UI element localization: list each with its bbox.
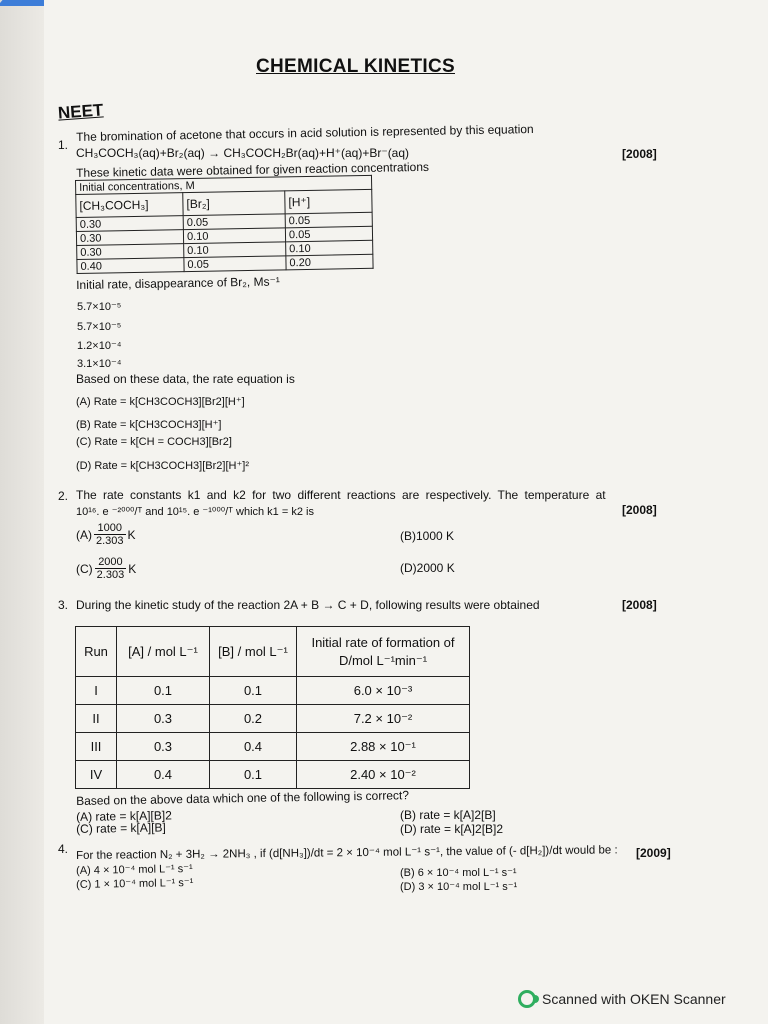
page-edge	[0, 0, 44, 1024]
q3-cell: 2.88 × 10⁻¹	[297, 733, 470, 761]
q1-table-caption: Initial concentrations, M	[76, 175, 372, 194]
q1-cell: 0.05	[183, 214, 285, 230]
q2-line2: 10¹⁶. e ⁻²⁰⁰⁰/ᵀ and 10¹⁵. e ⁻¹⁰⁰⁰/ᵀ which k1 = k2 is	[76, 506, 314, 518]
q3-cell: 0.1	[117, 677, 210, 705]
q2-option-b: (B)1000 K	[400, 529, 455, 543]
q2-c-numerator: 2000	[95, 556, 127, 569]
q1-equation: CH₃COCH₃(aq)+Br₂(aq) → CH₃COCH₂Br(aq)+H⁺(aq)+Br⁻(aq)	[76, 146, 410, 160]
q1-header-cell: [CH₃COCH₃]	[76, 193, 183, 218]
q3-cell: 0.3	[117, 705, 210, 733]
q1-cell: 0.30	[77, 244, 184, 260]
q3-cell: 7.2 × 10⁻²	[297, 705, 470, 733]
q3-cell: 0.2	[210, 705, 297, 733]
q1-cell: 0.10	[183, 228, 285, 244]
q3-cell: 0.1	[210, 677, 297, 705]
q3-header-cell: Run	[76, 627, 117, 677]
q4-year: [2009]	[636, 846, 671, 860]
q1-cell: 0.10	[184, 242, 286, 258]
q1-cell: 0.05	[285, 226, 372, 242]
q3-year: [2008]	[622, 598, 657, 612]
q2-c-denominator: 2.303	[96, 569, 125, 581]
q3-cell: IV	[76, 761, 117, 789]
q2-option-c-label: (C)	[76, 561, 93, 576]
q1-option-b: (B) Rate = k[CH3COCH3][H⁺]	[76, 419, 222, 431]
q2-option-c-unit: K	[128, 561, 137, 576]
q2-a-denominator: 2.303	[96, 535, 124, 547]
section-heading: NEET	[57, 100, 104, 123]
table-row	[76, 677, 470, 705]
q4-option-d: (D) 3 × 10⁻⁴ mol L⁻¹ s⁻¹	[400, 881, 518, 893]
q3-option-d: (D) rate = k[A]2[B]2	[400, 822, 504, 836]
q1-cell: 0.05	[285, 212, 372, 228]
table-row	[76, 733, 470, 761]
q1-intro: These kinetic data were obtained for given reaction concentrations	[76, 159, 430, 180]
q3-option-b: (B) rate = k[A]2[B]	[400, 808, 496, 822]
q2-option-c-fraction	[95, 556, 127, 581]
q3-prompt: Based on the above data which one of the following is correct?	[76, 788, 410, 808]
q3-header-cell: [B] / mol L⁻¹	[210, 627, 297, 677]
q1-number: 1.	[58, 138, 69, 152]
q4-option-a: (A) 4 × 10⁻⁴ mol L⁻¹ s⁻¹	[76, 862, 193, 877]
q1-cell: 0.05	[184, 256, 286, 272]
q1-cell: 0.20	[286, 254, 373, 270]
q2-option-c	[76, 556, 136, 581]
q2-option-a-unit: K	[127, 527, 136, 542]
q1-option-a: (A) Rate = k[CH3COCH3][Br2][H⁺]	[76, 396, 245, 408]
q1-cell: 0.30	[76, 216, 183, 232]
q3-cell: I	[76, 677, 117, 705]
q3-table	[75, 626, 470, 789]
q1-year: [2008]	[622, 147, 657, 161]
q1-rate: 5.7×10⁻⁵	[77, 321, 122, 333]
q3-option-c: (C) rate = k[A][B]	[76, 820, 166, 836]
q4-option-b: (B) 6 × 10⁻⁴ mol L⁻¹ s⁻¹	[400, 867, 517, 879]
q1-text: The bromination of acetone that occurs in acid solution is represented by this equation	[76, 122, 534, 144]
q1-cell: 0.40	[77, 258, 184, 274]
page-title: CHEMICAL KINETICS	[256, 56, 455, 77]
q1-cell: 0.10	[286, 240, 373, 256]
table-row	[76, 705, 470, 733]
q2-option-a-fraction	[94, 522, 126, 547]
q1-header-cell: [H⁺]	[285, 189, 372, 214]
scanner-text: Scanned with OKEN Scanner	[542, 991, 726, 1007]
q4-option-c: (C) 1 × 10⁻⁴ mol L⁻¹ s⁻¹	[76, 876, 194, 891]
q3-cell: 0.4	[117, 761, 210, 789]
q2-year: [2008]	[622, 503, 657, 517]
table-row	[76, 761, 470, 789]
q3-text: During the kinetic study of the reaction 2A + B → C + D, following results were obtained	[76, 598, 540, 612]
q1-rate: 3.1×10⁻⁴	[77, 358, 122, 370]
oken-logo-icon	[518, 990, 536, 1008]
q1-rate: 5.7×10⁻⁵	[77, 301, 122, 313]
q2-line1: The rate constants k1 and k2 for two different reactions are respectively. The temperature at	[76, 488, 606, 502]
q2-option-a	[76, 522, 136, 547]
q1-prompt: Based on these data, the rate equation is	[76, 372, 295, 386]
q3-cell: 0.3	[117, 733, 210, 761]
q1-header-cell: [Br₂]	[183, 191, 285, 216]
q2-option-a-label: (A)	[76, 527, 92, 542]
q3-cell: 0.4	[210, 733, 297, 761]
q4-text: For the reaction N₂ + 3H₂ → 2NH₃ , if (d[NH₃])/dt = 2 × 10⁻⁴ mol L⁻¹ s⁻¹, the value of (- d[H₂])/dt would be :	[76, 844, 618, 862]
q2-option-d: (D)2000 K	[400, 561, 455, 575]
q3-option-a: (A) rate = k[A][B]2	[76, 808, 172, 824]
q1-option-d: (D) Rate = k[CH3COCH3][Br2][H⁺]²	[76, 460, 249, 472]
q3-number: 3.	[58, 598, 69, 612]
q1-rate-label: Initial rate, disappearance of Br₂, Ms⁻¹	[76, 274, 280, 292]
q3-cell: 6.0 × 10⁻³	[297, 677, 470, 705]
q1-option-c: (C) Rate = k[CH = COCH3][Br2]	[76, 436, 232, 448]
q4-number: 4.	[58, 842, 69, 856]
q3-header-cell: Initial rate of formation of D/mol L⁻¹min⁻¹	[297, 627, 470, 677]
q1-table	[75, 175, 374, 274]
q3-header-cell: [A] / mol L⁻¹	[117, 627, 210, 677]
scanner-watermark	[518, 990, 726, 1008]
q1-rate: 1.2×10⁻⁴	[77, 340, 122, 352]
q3-cell: 2.40 × 10⁻²	[297, 761, 470, 789]
q3-cell: III	[76, 733, 117, 761]
q2-a-numerator: 1000	[94, 522, 126, 535]
q1-cell: 0.30	[76, 230, 183, 246]
q3-cell: II	[76, 705, 117, 733]
q3-cell: 0.1	[210, 761, 297, 789]
q2-number: 2.	[58, 489, 69, 503]
